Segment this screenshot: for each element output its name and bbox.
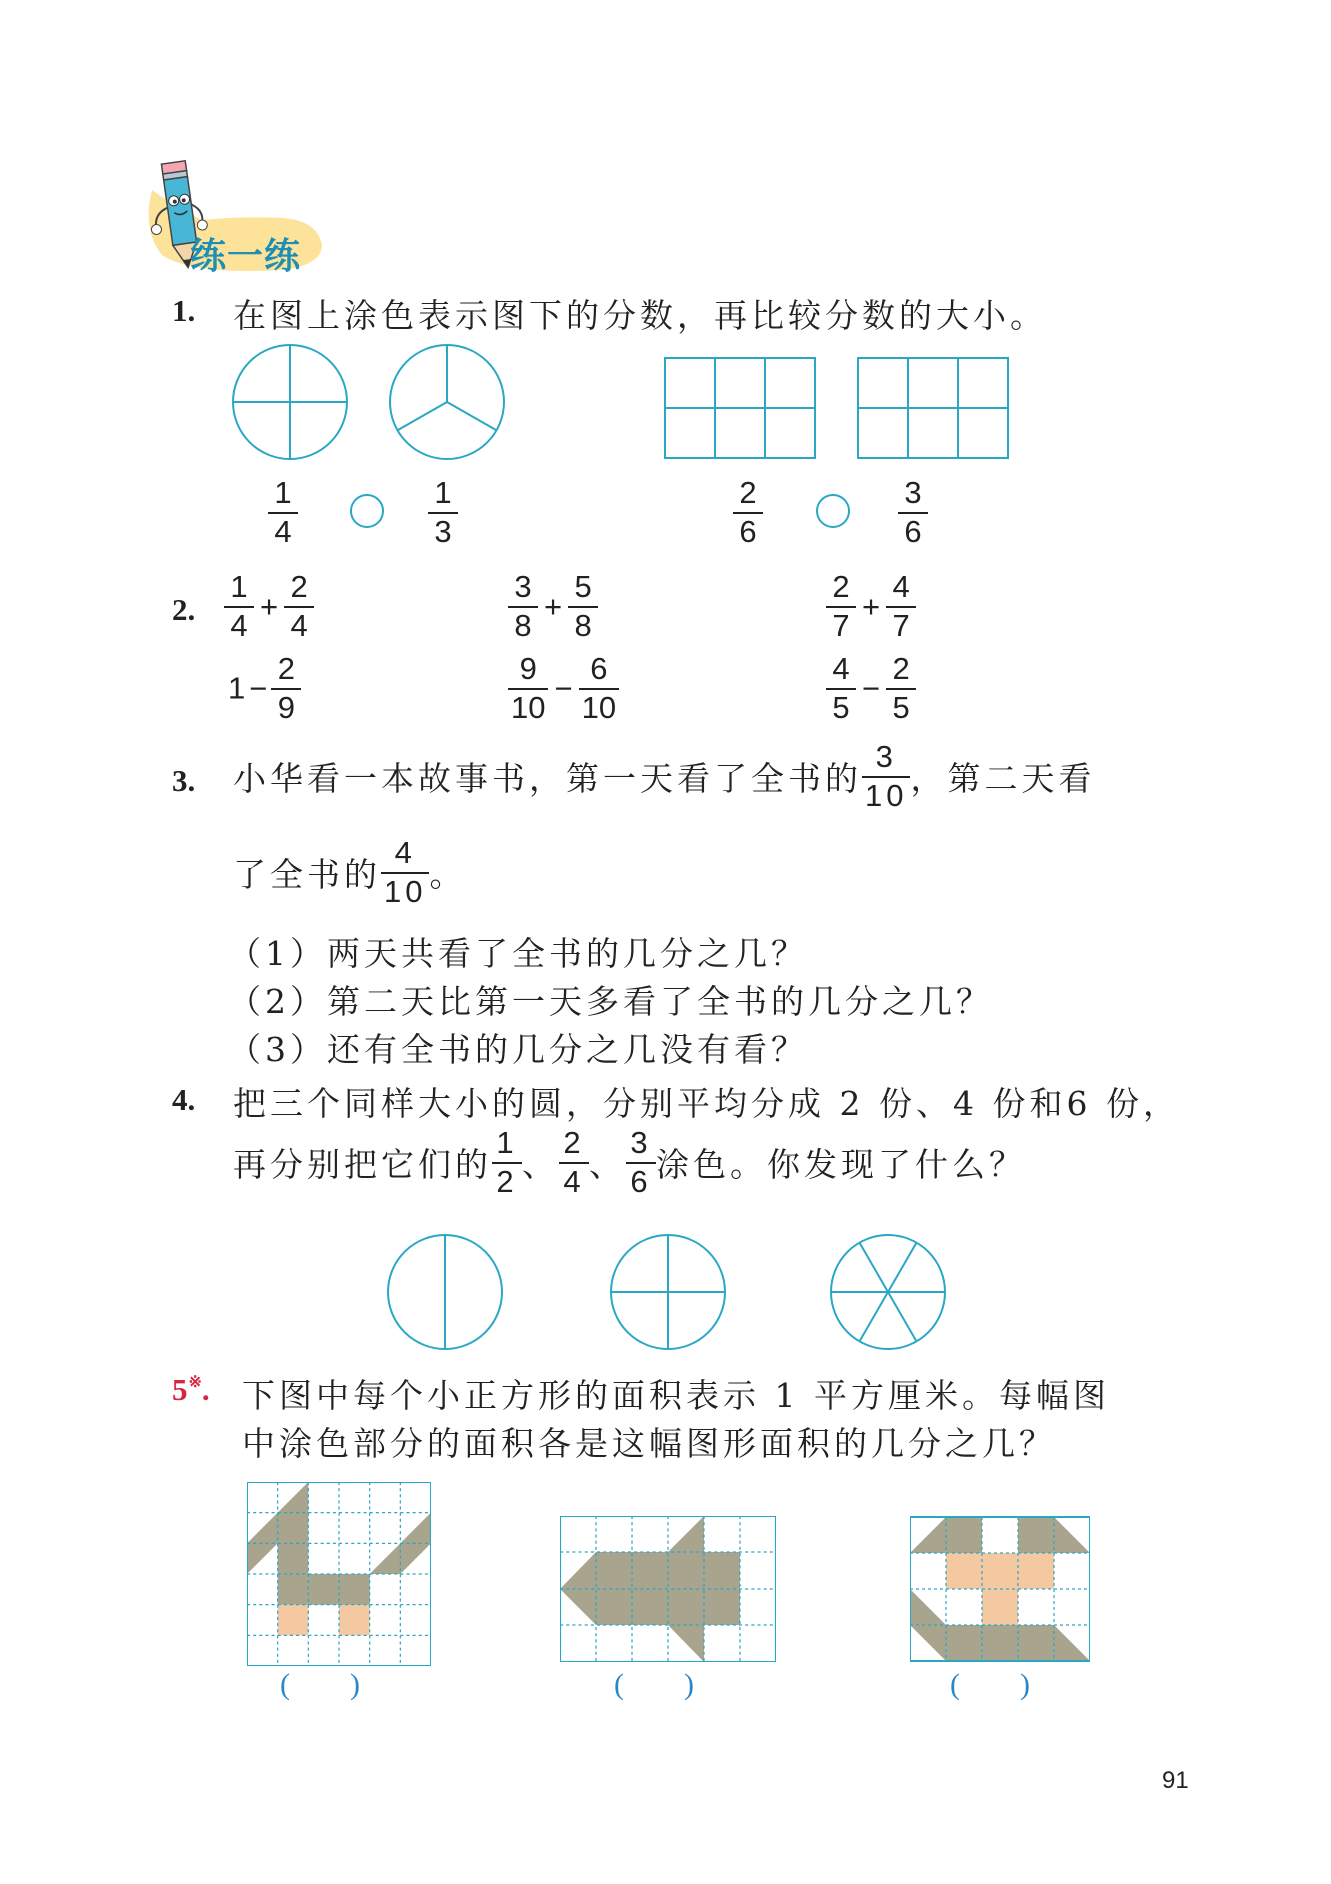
q2-expr-2: $\frac{3}{8}$ + $\frac{5}{8}$: [508, 570, 598, 643]
optional-star: ※: [188, 1374, 202, 1391]
compare-circle-2[interactable]: [816, 494, 850, 528]
question-5-line-1: 下图中每个小正方形的面积表示 1 平方厘米。每幅图: [242, 1376, 1110, 1415]
question-1-number: 1.: [172, 293, 196, 328]
compare-circle-1[interactable]: [350, 494, 384, 528]
answer-blank-2[interactable]: ( ): [614, 1668, 694, 1701]
question-5-line-2: 中涂色部分的面积各是这幅图形面积的几分之几？: [242, 1424, 1056, 1463]
practice-header: [132, 150, 332, 280]
answer-blank-3[interactable]: ( ): [950, 1668, 1030, 1701]
q1-frac-3-6: $\frac{3}{6}$: [898, 476, 928, 549]
page-number: 91: [1162, 1767, 1189, 1794]
question-1-figures: [0, 340, 1331, 540]
question-4-number: 4.: [172, 1082, 196, 1117]
question-3-sub-1: （1）两天共看了全书的几分之几？: [228, 934, 808, 973]
q2-expr-4: 1 − $\frac{2}{9}$: [228, 652, 301, 725]
q2-expr-6: $\frac{4}{5}$ − $\frac{2}{5}$: [826, 652, 916, 725]
question-3-line-1: 小华看一本故事书，第一天看了全书的 $\frac{3}{10}$ ，第二天看: [233, 739, 1096, 813]
question-4-circles: [0, 1228, 1331, 1358]
question-4-line-1: 把三个同样大小的圆，分别平均分成 2 份、4 份和6 份，: [233, 1084, 1180, 1123]
q1-frac-1-3: $\frac{1}{3}$: [428, 476, 458, 549]
question-3-sub-3: （3）还有全书的几分之几没有看？: [228, 1030, 808, 1069]
question-3-sub-2: （2）第二天比第一天多看了全书的几分之几？: [228, 982, 993, 1021]
question-4-line-2: 再分别把它们的 $\frac{1}{2}$ 、 $\frac{2}{4}$ 、 $\frac{3}{6}$ 涂色。你发现了什么？: [233, 1125, 1026, 1199]
answer-blank-1[interactable]: ( ): [280, 1668, 360, 1701]
grid-figure-3: [910, 1516, 1090, 1662]
practice-title: 练一练: [190, 236, 302, 277]
q2-expr-5: $\frac{9}{10}$ − $\frac{6}{10}$: [508, 652, 619, 725]
grid-figure-1: [247, 1482, 431, 1666]
question-3-line-2: 了全书的 $\frac{4}{10}$ 。: [233, 835, 467, 909]
question-5-number: 5※.: [172, 1372, 210, 1407]
q1-frac-2-6: $\frac{2}{6}$: [733, 476, 763, 549]
question-3-number: 3.: [172, 763, 196, 798]
question-1-text: 在图上涂色表示图下的分数，再比较分数的大小。: [233, 296, 1047, 335]
q2-expr-1: $\frac{1}{4}$ + $\frac{2}{4}$: [224, 570, 314, 643]
q1-frac-1-4: $\frac{1}{4}$: [268, 476, 298, 549]
question-2-number: 2.: [172, 592, 196, 627]
grid-figure-2: [560, 1516, 776, 1662]
q2-expr-3: $\frac{2}{7}$ + $\frac{4}{7}$: [826, 570, 916, 643]
